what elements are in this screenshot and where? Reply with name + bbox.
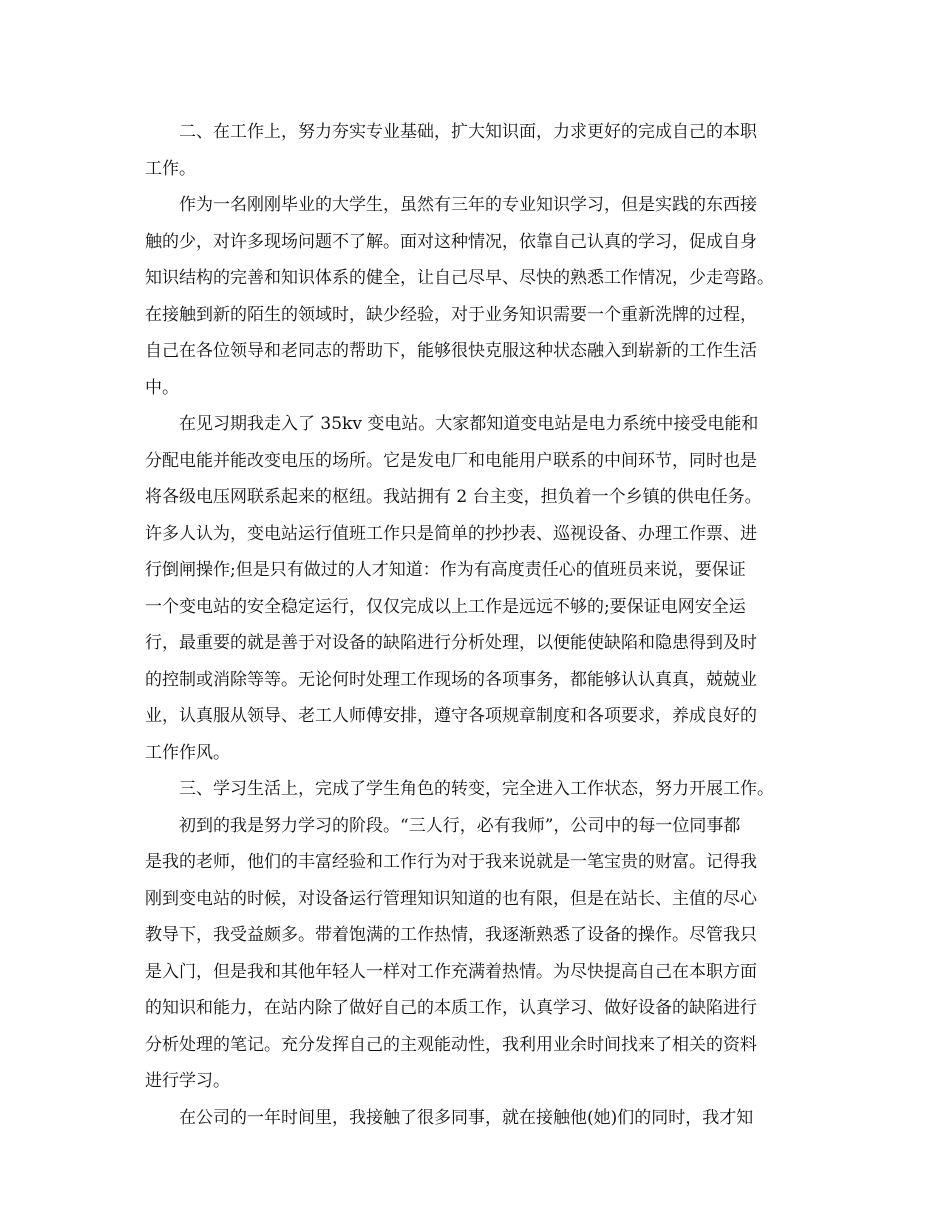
text-line: 分配电能并能改变电压的场所。它是发电厂和电能用户联系的中间环节，同时也是 [145, 450, 757, 471]
text-line: 是入门，但是我和其他年轻人一样对工作充满着热情。为尽快提高自己在本职方面 [145, 961, 757, 982]
text-line: 三、学习生活上，完成了学生角色的转变，完全进入工作状态，努力开展工作。 [179, 779, 774, 799]
text-line: 许多人认为，变电站运行值班工作只是简单的抄抄表、巡视设备、办理工作票、进 [145, 523, 757, 544]
text-line: 分析处理的笔记。充分发挥自己的主观能动性，我利用业余时间找来了相关的资料 [145, 1034, 757, 1055]
text-line: 行，最重要的就是善于对设备的缺陷进行分析处理，以便能使缺陷和隐患得到及时 [145, 633, 757, 653]
text-line: 作为一名刚刚毕业的大学生，虽然有三年的专业知识学习，但是实践的东西接 [179, 195, 757, 215]
text-line: 教导下，我受益颇多。带着饱满的工作热情，我逐渐熟悉了设备的操作。尽管我只 [145, 925, 757, 945]
text-line: 在见习期我走入了 35kv 变电站。大家都知道变电站是电力系统中接受电能和 [179, 414, 759, 434]
text-line: 的知识和能力，在站内除了做好自己的本质工作，认真学习、做好设备的缺陷进行 [145, 998, 757, 1018]
text-line: 是我的老师，他们的丰富经验和工作行为对于我来说就是一笔宝贵的财富。记得我 [145, 852, 757, 872]
text-line: 知识结构的完善和知识体系的健全，让自己尽早、尽快的熟悉工作情况，少走弯路。 [145, 268, 774, 288]
text-line: 进行学习。 [145, 1071, 230, 1091]
text-line: 工作作风。 [145, 742, 230, 763]
text-line: 触的少，对许多现场问题不了解。面对这种情况，依靠自己认真的学习，促成自身 [145, 231, 757, 252]
text-line: 将各级电压网联系起来的枢纽。我站拥有 2 台主变，担负着一个乡镇的供电任务。 [145, 487, 762, 507]
text-line: 工作。 [145, 158, 196, 179]
text-line: 在接触到新的陌生的领域时，缺少经验，对于业务知识需要一个重新洗牌的过程， [145, 304, 757, 325]
document-body [145, 114, 810, 1136]
text-line: 的控制或消除等等。无论何时处理工作现场的各项事务，都能够认认真真，兢兢业 [145, 669, 757, 690]
text-line: 初到的我是努力学习的阶段。“三人行，必有我师”，公司中的每一位同事都 [179, 815, 741, 836]
text-line: 行倒闸操作;但是只有做过的人才知道：作为有高度责任心的值班员来说，要保证 [145, 560, 746, 580]
text-line: 业，认真服从领导、老工人师傅安排，遵守各项规章制度和各项要求，养成良好的 [145, 706, 757, 726]
text-line: 二、在工作上，努力夯实专业基础，扩大知识面，力求更好的完成自己的本职 [179, 122, 757, 142]
text-line: 在公司的一年时间里，我接触了很多同事，就在接触他(她)们的同时，我才知 [179, 1107, 754, 1128]
text-line: 自己在各位领导和老同志的帮助下，能够很快克服这种状态融入到崭新的工作生活 [145, 341, 757, 361]
text-line: 中。 [145, 377, 179, 398]
text-line: 刚到变电站的时候，对设备运行管理知识知道的也有限，但是在站长、主值的尽心 [145, 888, 757, 909]
text-line: 一个变电站的安全稳定运行，仅仅完成以上工作是远远不够的;要保证电网安全运 [145, 596, 746, 617]
